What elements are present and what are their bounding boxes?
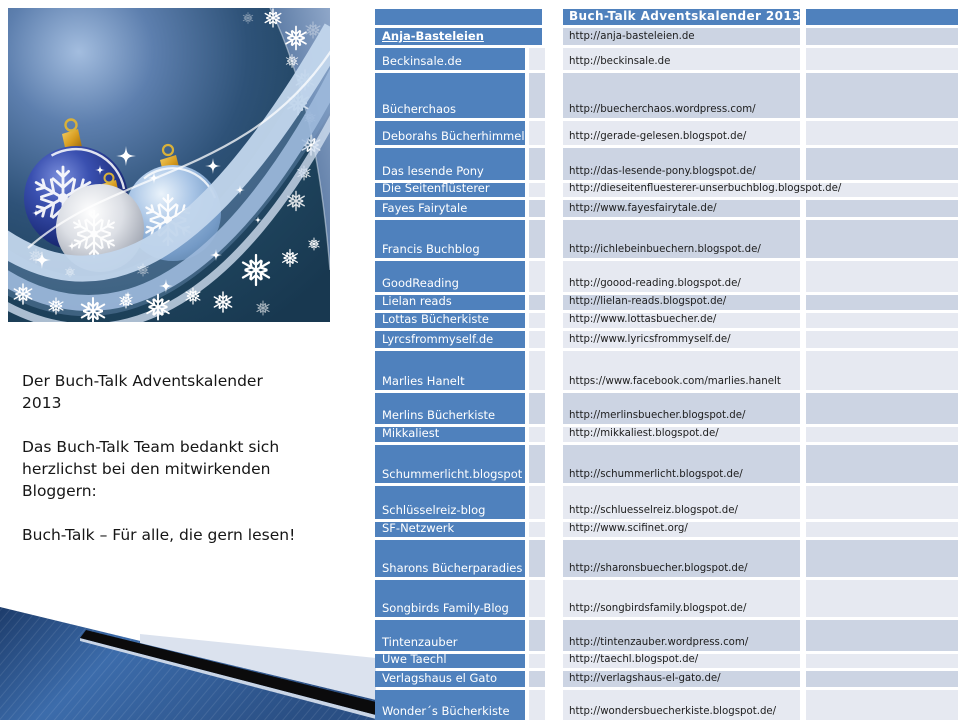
blog-name: Fayes Fairytale [382, 201, 468, 215]
spacer-cell [529, 48, 545, 70]
blog-name: Mikkaliest [382, 427, 440, 440]
spacer-cell [529, 261, 545, 292]
blog-name: Deborahs Bücherhimmel [382, 129, 525, 143]
christmas-ornaments-image [8, 8, 330, 322]
empty-cell [806, 486, 958, 519]
blog-url-cell[interactable] [563, 28, 800, 45]
empty-cell [806, 73, 958, 118]
blog-name: Verlagshaus el Gato [382, 671, 498, 685]
empty-cell [806, 220, 958, 258]
blog-name: Das lesende Pony [382, 164, 484, 178]
text-line: 2013 [22, 394, 62, 412]
blog-name-cell [375, 393, 525, 424]
blog-url-link[interactable]: http://schluesselreiz.blogspot.de/ [569, 505, 738, 516]
spacer-cell [529, 540, 545, 577]
blog-name-cell [375, 445, 525, 483]
table-title: Buch-Talk Adventskalender 2013 [569, 9, 801, 23]
blog-url-link[interactable]: http://www.lottasbuecher.de/ [569, 314, 717, 325]
blog-url-cell[interactable] [563, 73, 800, 118]
spacer-cell [529, 121, 545, 145]
spacer-cell [529, 295, 545, 310]
table-row [375, 654, 958, 668]
header-empty-cell [806, 9, 958, 25]
spacer-cell [529, 148, 545, 180]
text-line: herzlichst bei den mitwirkenden [22, 460, 271, 478]
blog-url-link[interactable]: http://goood-reading.blogspot.de/ [569, 278, 741, 289]
blog-url-cell[interactable] [563, 580, 800, 617]
blog-name: Merlins Bücherkiste [382, 408, 496, 422]
blog-table [375, 9, 958, 720]
text-line [22, 502, 367, 524]
spacer-cell [529, 690, 545, 720]
blog-url-link[interactable]: https://www.facebook.com/marlies.hanelt [569, 376, 781, 387]
spacer-cell [529, 486, 545, 519]
table-row [375, 540, 958, 577]
blog-name: Beckinsale.de [382, 54, 462, 68]
blog-name: Sharons Bücherparadies [382, 561, 523, 575]
table-row [375, 148, 958, 180]
blog-url-cell[interactable] [563, 393, 800, 424]
blog-name: SF-Netzwerk [382, 522, 455, 535]
blog-url-link[interactable]: http://beckinsale.de [569, 56, 671, 67]
text-line [22, 414, 367, 436]
table-row [375, 580, 958, 617]
empty-cell [806, 295, 958, 310]
empty-cell [806, 48, 958, 70]
blog-url-cell[interactable] [563, 200, 800, 217]
spacer-cell [529, 331, 545, 348]
text-line: Der Buch-Talk Adventskalender [22, 372, 263, 390]
blog-name-cell [375, 220, 525, 258]
spacer-cell [529, 183, 545, 197]
blog-url-cell[interactable] [563, 295, 800, 310]
blog-name-cell [375, 121, 525, 145]
empty-cell [806, 671, 958, 687]
blog-name: Anja-Basteleien [382, 29, 484, 43]
table-row [375, 445, 958, 483]
blog-name: Tintenzauber [382, 635, 458, 649]
spacer-cell [529, 313, 545, 328]
blog-url-link[interactable]: http://lielan-reads.blogspot.de/ [569, 296, 727, 307]
blog-name-cell [375, 200, 525, 217]
spacer-cell [529, 393, 545, 424]
blog-url-link[interactable]: http://dieseitenfluesterer-unserbuchblog.blogspot.de/ [569, 183, 842, 194]
blog-url-cell[interactable] [563, 654, 800, 668]
blog-url-cell[interactable] [563, 148, 800, 180]
spacer-cell [529, 620, 545, 651]
table-row [375, 121, 958, 145]
blog-name-cell [375, 580, 525, 617]
blog-name-cell [375, 427, 525, 442]
table-row [375, 295, 958, 310]
blog-url-link[interactable]: http://schummerlicht.blogspot.de/ [569, 469, 743, 480]
text-line: Bloggern: [22, 482, 97, 500]
blog-name-cell [375, 331, 525, 348]
blog-url-cell[interactable] [563, 540, 800, 577]
blog-url-link[interactable]: http://das-lesende-pony.blogspot.de/ [569, 166, 756, 177]
table-row [375, 620, 958, 651]
blog-url-cell[interactable] [563, 427, 800, 442]
table-header-row [375, 9, 958, 25]
empty-cell [806, 313, 958, 328]
table-row [375, 28, 958, 45]
blog-url-link[interactable]: http://www.fayesfairytale.de/ [569, 203, 717, 214]
empty-cell [806, 690, 958, 720]
empty-cell [806, 427, 958, 442]
blog-url-cell[interactable] [563, 445, 800, 483]
blog-name-cell [375, 183, 525, 197]
blog-url-link[interactable]: http://merlinsbuecher.blogspot.de/ [569, 410, 746, 421]
corner-wedge-decoration [0, 588, 376, 720]
blog-url-link[interactable]: http://anja-basteleien.de [569, 31, 695, 42]
table-row [375, 48, 958, 70]
blog-url-link[interactable]: http://songbirdsfamily.blogspot.de/ [569, 603, 747, 614]
blog-name: Die Seitenflüsterer [382, 183, 490, 195]
empty-cell [806, 28, 958, 45]
blog-name: Uwe Taechl [382, 654, 447, 666]
empty-cell [806, 261, 958, 292]
table-row [375, 522, 958, 537]
spacer-cell [529, 220, 545, 258]
blog-url-cell[interactable] [563, 486, 800, 519]
blog-url-link[interactable]: http://sharonsbuecher.blogspot.de/ [569, 563, 748, 574]
spacer-cell [529, 427, 545, 442]
empty-cell [806, 393, 958, 424]
blog-url-link[interactable]: http://gerade-gelesen.blogspot.de/ [569, 131, 747, 142]
blog-url-link[interactable]: http://buecherchaos.wordpress.com/ [569, 104, 756, 115]
blog-url-link[interactable]: http://mikkaliest.blogspot.de/ [569, 428, 719, 439]
table-row [375, 183, 958, 197]
blog-name-cell [375, 690, 525, 720]
text-line: Das Buch-Talk Team bedankt sich [22, 438, 280, 456]
empty-cell [806, 445, 958, 483]
spacer-cell [529, 654, 545, 668]
blog-url-cell[interactable] [563, 522, 800, 537]
spacer-cell [529, 200, 545, 217]
blog-url-link[interactable]: http://wondersbuecherkiste.blogspot.de/ [569, 706, 777, 717]
blog-url-cell[interactable] [563, 313, 800, 328]
blog-name: Songbirds Family-Blog [382, 601, 509, 615]
blog-name-cell [375, 48, 525, 70]
text-line: Buch-Talk – Für alle, die gern lesen! [22, 526, 296, 544]
table-row [375, 671, 958, 687]
empty-cell [806, 580, 958, 617]
blog-url-cell[interactable] [563, 351, 800, 390]
table-row [375, 427, 958, 442]
spacer-cell [529, 73, 545, 118]
table-row [375, 331, 958, 348]
blog-name: GoodReading [382, 276, 459, 290]
blog-name-cell [375, 313, 525, 328]
blog-name-cell [375, 486, 525, 519]
empty-cell [806, 620, 958, 651]
blog-url-cell[interactable] [563, 183, 958, 197]
table-row [375, 690, 958, 720]
empty-cell [806, 522, 958, 537]
empty-cell [806, 331, 958, 348]
header-empty-cell [375, 9, 542, 25]
table-row [375, 351, 958, 390]
table-row [375, 220, 958, 258]
blog-name: Francis Buchblog [382, 242, 480, 256]
blog-url-cell[interactable] [563, 48, 800, 70]
blog-name: Schummerlicht.blogspot [382, 467, 523, 481]
table-row [375, 393, 958, 424]
blog-name-cell [375, 351, 525, 390]
table-row [375, 200, 958, 217]
empty-cell [806, 351, 958, 390]
blog-name: Lielan reads [382, 295, 452, 308]
spacer-cell [529, 580, 545, 617]
spacer-cell [529, 351, 545, 390]
blog-url-link[interactable]: http://verlagshaus-el-gato.de/ [569, 673, 721, 684]
blog-name-cell [375, 540, 525, 577]
thank-you-text [22, 370, 367, 546]
table-row [375, 486, 958, 519]
blog-url-cell[interactable] [563, 331, 800, 348]
blog-name: Lyrcsfrommyself.de [382, 332, 494, 346]
blog-name-cell [375, 522, 525, 537]
empty-cell [806, 200, 958, 217]
table-row [375, 73, 958, 118]
table-title-cell [563, 9, 800, 25]
blog-url-link[interactable]: http://ichlebeinbuechern.blogspot.de/ [569, 244, 761, 255]
blog-name-cell [375, 73, 525, 118]
spacer-cell [529, 522, 545, 537]
blog-url-cell[interactable] [563, 261, 800, 292]
empty-cell [806, 148, 958, 180]
empty-cell [806, 121, 958, 145]
blog-name: Schlüsselreiz-blog [382, 503, 486, 517]
spacer-cell [529, 445, 545, 483]
blog-name-cell [375, 295, 525, 310]
blog-url-cell[interactable] [563, 690, 800, 720]
blog-url-link[interactable]: http://www.lyricsfrommyself.de/ [569, 334, 731, 345]
empty-cell [806, 540, 958, 577]
blog-name-cell [375, 261, 525, 292]
blog-name-cell [375, 148, 525, 180]
blog-name: Marlies Hanelt [382, 374, 465, 388]
blog-url-link[interactable]: http://www.scifinet.org/ [569, 523, 688, 534]
table-row [375, 313, 958, 328]
blog-name-cell [375, 654, 525, 668]
blog-name: Lottas Bücherkiste [382, 313, 489, 326]
empty-cell [806, 654, 958, 668]
blog-url-cell[interactable] [563, 121, 800, 145]
blog-name-cell [375, 28, 542, 45]
blog-url-link[interactable]: http://tintenzauber.wordpress.com/ [569, 637, 749, 648]
spacer-cell [529, 671, 545, 687]
table-row [375, 261, 958, 292]
blog-name: Wonder´s Bücherkiste [382, 704, 510, 718]
blog-name-cell [375, 671, 525, 687]
blog-url-cell[interactable] [563, 620, 800, 651]
blog-url-cell[interactable] [563, 220, 800, 258]
blog-url-cell[interactable] [563, 671, 800, 687]
blog-name: Bücherchaos [382, 102, 457, 116]
blog-name-cell [375, 620, 525, 651]
blog-url-link[interactable]: http://taechl.blogspot.de/ [569, 654, 699, 665]
